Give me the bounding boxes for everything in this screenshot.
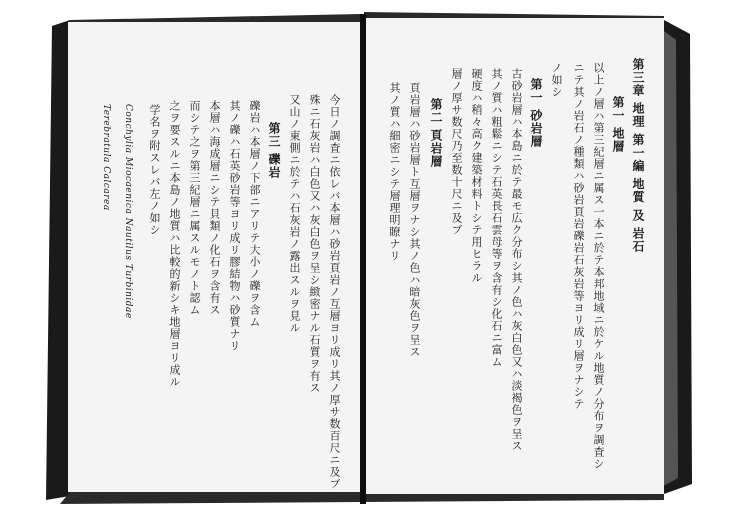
text-column: 其ノ礫ハ石英砂岩等ヨリ成リ膠結物ハ砂質ナリ — [228, 100, 241, 352]
text-column: 今日ノ調査ニ依レバ本層ハ砂岩頁岩ノ互層ヨリ成リ其ノ厚サ数百尺ニ及ブ — [328, 94, 341, 490]
text-column: 古砂岩層ハ本島ニ於テ最モ広ク分布シ其ノ色ハ灰白色又ハ淡褐色ヲ呈ス — [510, 68, 523, 452]
text-column: 而シテ之ヲ第三紀層ニ属スルモノト認ム — [188, 100, 201, 316]
text-column: 其ノ質ハ細密ニシテ層理明瞭ナリ — [388, 82, 401, 262]
text-column: 殊ニ石灰岩ハ白色又ハ灰白色ヲ呈シ緻密ナル石質ヲ有ス — [308, 94, 321, 394]
text-column: 硬度ハ稍々高ク建築材料トシテ用ヒラル — [470, 68, 483, 284]
text-column: 頁岩層ハ砂岩層ト互層ヲナシ其ノ色ハ暗灰色ヲ呈ス — [408, 82, 421, 358]
left-page — [68, 22, 360, 492]
latin-annotation: Terebratula Calcarea — [101, 104, 111, 211]
text-column: 其ノ質ハ粗鬆ニシテ石英長石雲母等ヲ含有シ化石ニ富ム — [490, 68, 503, 368]
section-heading: 第二 頁岩層 — [429, 98, 443, 169]
text-column: ニテ其ノ岩石ノ種類ハ砂岩頁岩礫岩石灰岩等ヨリ成リ層ヲナシテ — [572, 62, 585, 410]
text-column: 又山ノ東側ニ於テハ石灰岩ノ露出スルヲ見ル — [288, 94, 301, 334]
text-column: 本層ハ海成層ニシテ貝類ノ化石ヲ含有ス — [208, 100, 221, 316]
text-column: 以上ノ層ハ第三紀層ニ属ス一本ニ於テ本邦地域ニ於ケル地質ノ分布ヲ調査シ — [592, 62, 605, 470]
section-heading: 第一 砂岩層 — [529, 78, 543, 149]
latin-annotation: Conchylia Miocaenica Nautilus Turbinidae — [123, 104, 133, 319]
right-page — [366, 18, 664, 494]
text-column: 学名ヲ附スレバ左ノ如シ — [148, 104, 161, 236]
text-column: 之ヲ要スルニ本島ノ地質ハ比較的新シキ地層ヨリ成ル — [168, 100, 181, 388]
text-column: 層ノ厚サ数尺乃至数十尺ニ及ブ — [450, 68, 463, 236]
section-heading: 第三 礫岩 — [267, 122, 281, 180]
chapter-heading: 第三章 地理 第一編 地質 及 岩石 — [631, 58, 645, 253]
text-column: 礫岩ハ本層ノ下部ニアリテ大小ノ礫ヲ含ム — [248, 100, 261, 328]
section-heading: 第一 地層 — [611, 96, 625, 154]
text-column: ノ如シ — [550, 62, 563, 98]
